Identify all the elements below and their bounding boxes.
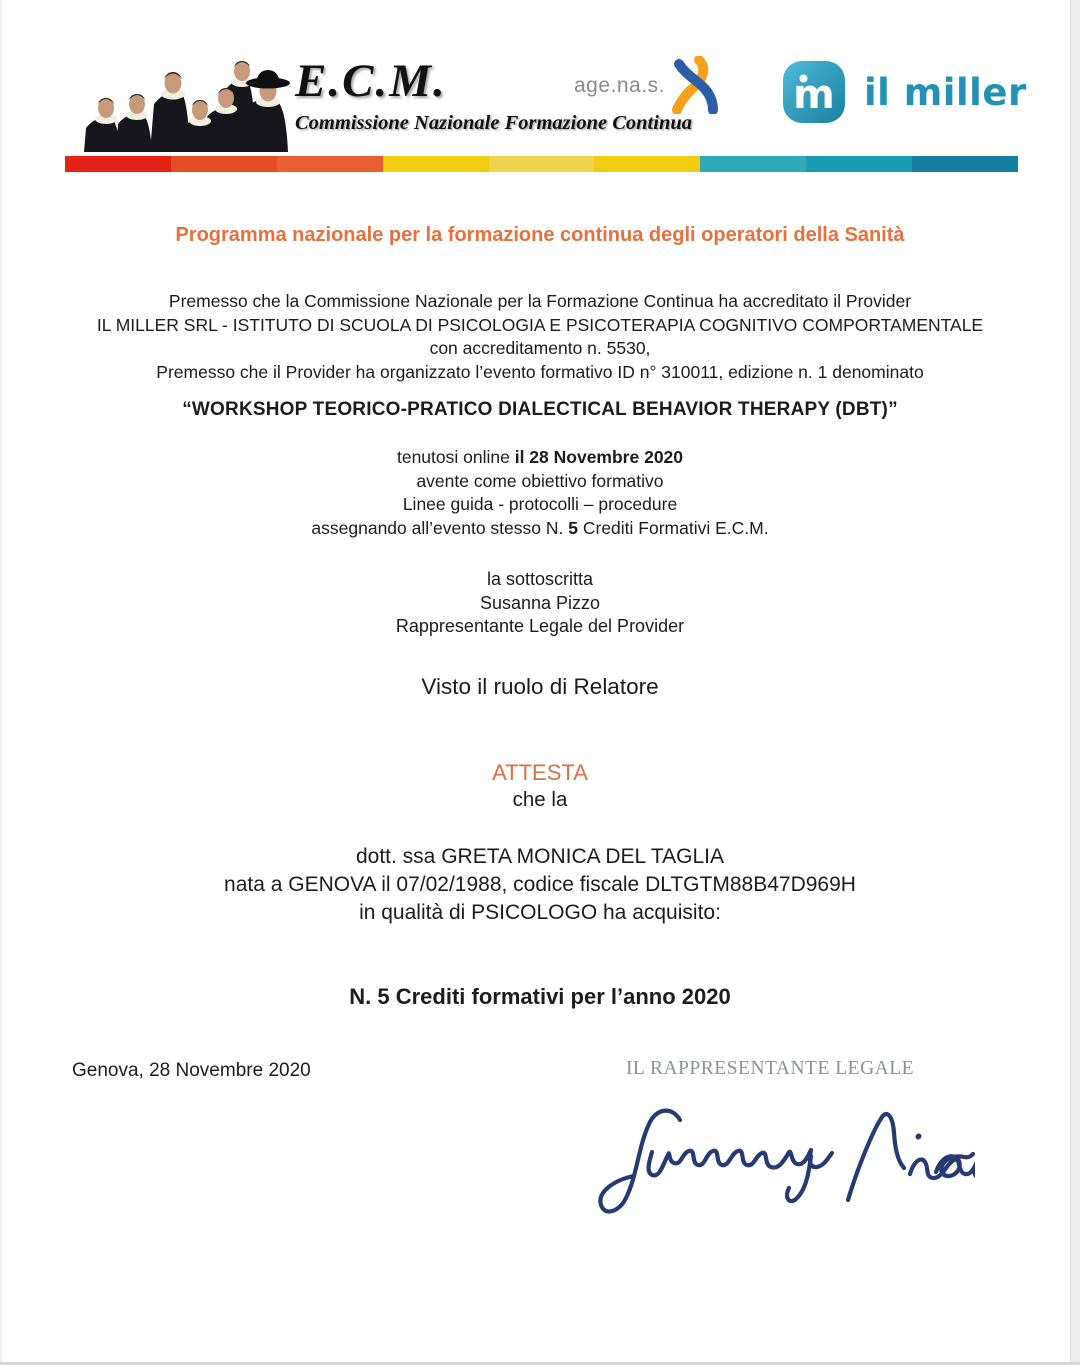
ecm-subtitle: Commissione Nazionale Formazione Continua bbox=[295, 112, 692, 134]
recipient-birth: nata a GENOVA il 07/02/1988, codice fiscale DLTGTM88B47D969H bbox=[224, 873, 856, 896]
viewer-scrollbar[interactable] bbox=[1070, 0, 1080, 1365]
recipient-quality: in qualità di PSICOLOGO ha acquisito: bbox=[359, 901, 721, 924]
ecm-title: E.C.M. bbox=[295, 55, 447, 107]
workshop-title: “WORKSHOP TEORICO-PRATICO DIALECTICAL BEHAVIOR THERAPY (DBT)” bbox=[182, 399, 898, 420]
color-bar-segment bbox=[594, 156, 700, 172]
signatory-intro: la sottoscritta bbox=[486, 569, 594, 589]
premise-line-3: con accreditamento n. 5530, bbox=[429, 338, 651, 358]
color-bar-segment bbox=[383, 156, 489, 172]
svg-text:m: m bbox=[793, 72, 835, 118]
agenas-logo bbox=[574, 56, 721, 114]
che-la-line: che la bbox=[512, 788, 568, 811]
recipient-block bbox=[0, 843, 1080, 927]
premise-paragraph bbox=[0, 290, 1080, 384]
color-bar-segment bbox=[171, 156, 277, 172]
color-bar-segment bbox=[489, 156, 595, 172]
event-credits-number: 5 bbox=[568, 517, 578, 538]
color-bar-segment bbox=[277, 156, 383, 172]
color-bar bbox=[65, 156, 1018, 172]
event-objective: Linee guida - protocolli – procedure bbox=[402, 494, 678, 514]
agenas-symbol-icon bbox=[669, 56, 721, 114]
event-credits-suffix: Crediti Formativi E.C.M. bbox=[582, 517, 769, 538]
event-date-prefix: tenutosi online bbox=[396, 447, 510, 467]
ilmiller-icon bbox=[782, 60, 846, 124]
event-credits-line bbox=[0, 517, 1080, 541]
ilmiller-logo bbox=[782, 60, 1027, 124]
event-details bbox=[0, 446, 1080, 540]
event-objective-intro: avente come obiettivo formativo bbox=[416, 470, 664, 491]
recipient-name: dott. ssa GRETA MONICA DEL TAGLIA bbox=[355, 845, 724, 868]
color-bar-segment bbox=[700, 156, 806, 172]
event-date-line bbox=[0, 446, 1080, 470]
signatory-role: Rappresentante Legale del Provider bbox=[395, 616, 685, 636]
legal-representative-label: IL RAPPRESENTANTE LEGALE bbox=[625, 1058, 915, 1079]
premise-line-1: Premesso che la Commissione Nazionale per la Formazione Continua ha accreditato il Provider bbox=[168, 291, 912, 311]
signature-image bbox=[580, 1098, 975, 1226]
ilmiller-label: il miller bbox=[864, 70, 1027, 114]
program-title: Programma nazionale per la formazione continua degli operatori della Sanità bbox=[175, 224, 905, 246]
place-date: Genova, 28 Novembre 2020 bbox=[72, 1060, 311, 1081]
event-date-bold: il 28 Novembre 2020 bbox=[514, 447, 684, 467]
group-portrait-painting bbox=[74, 58, 290, 152]
premise-line-2: IL MILLER SRL - ISTITUTO DI SCUOLA DI PSICOLOGIA E PSICOTERAPIA COGNITIVO COMPORTAMENTALE bbox=[96, 314, 984, 335]
event-credits-prefix: assegnando all’evento stesso N. bbox=[311, 517, 564, 538]
agenas-label: age.na.s. bbox=[574, 74, 665, 97]
credits-line: N. 5 Crediti formativi per l’anno 2020 bbox=[349, 984, 731, 1009]
role-line: Visto il ruolo di Relatore bbox=[421, 674, 659, 699]
attesta-heading: ATTESTA bbox=[492, 760, 588, 785]
premise-line-4: Premesso che il Provider ha organizzato l’evento formativo ID n° 310011, edizione n. 1 denominato bbox=[156, 361, 924, 382]
color-bar-segment bbox=[806, 156, 912, 172]
color-bar-segment bbox=[912, 156, 1018, 172]
signatory-name: Susanna Pizzo bbox=[479, 592, 601, 613]
signatory-block bbox=[0, 568, 1080, 639]
color-bar-segment bbox=[65, 156, 171, 172]
